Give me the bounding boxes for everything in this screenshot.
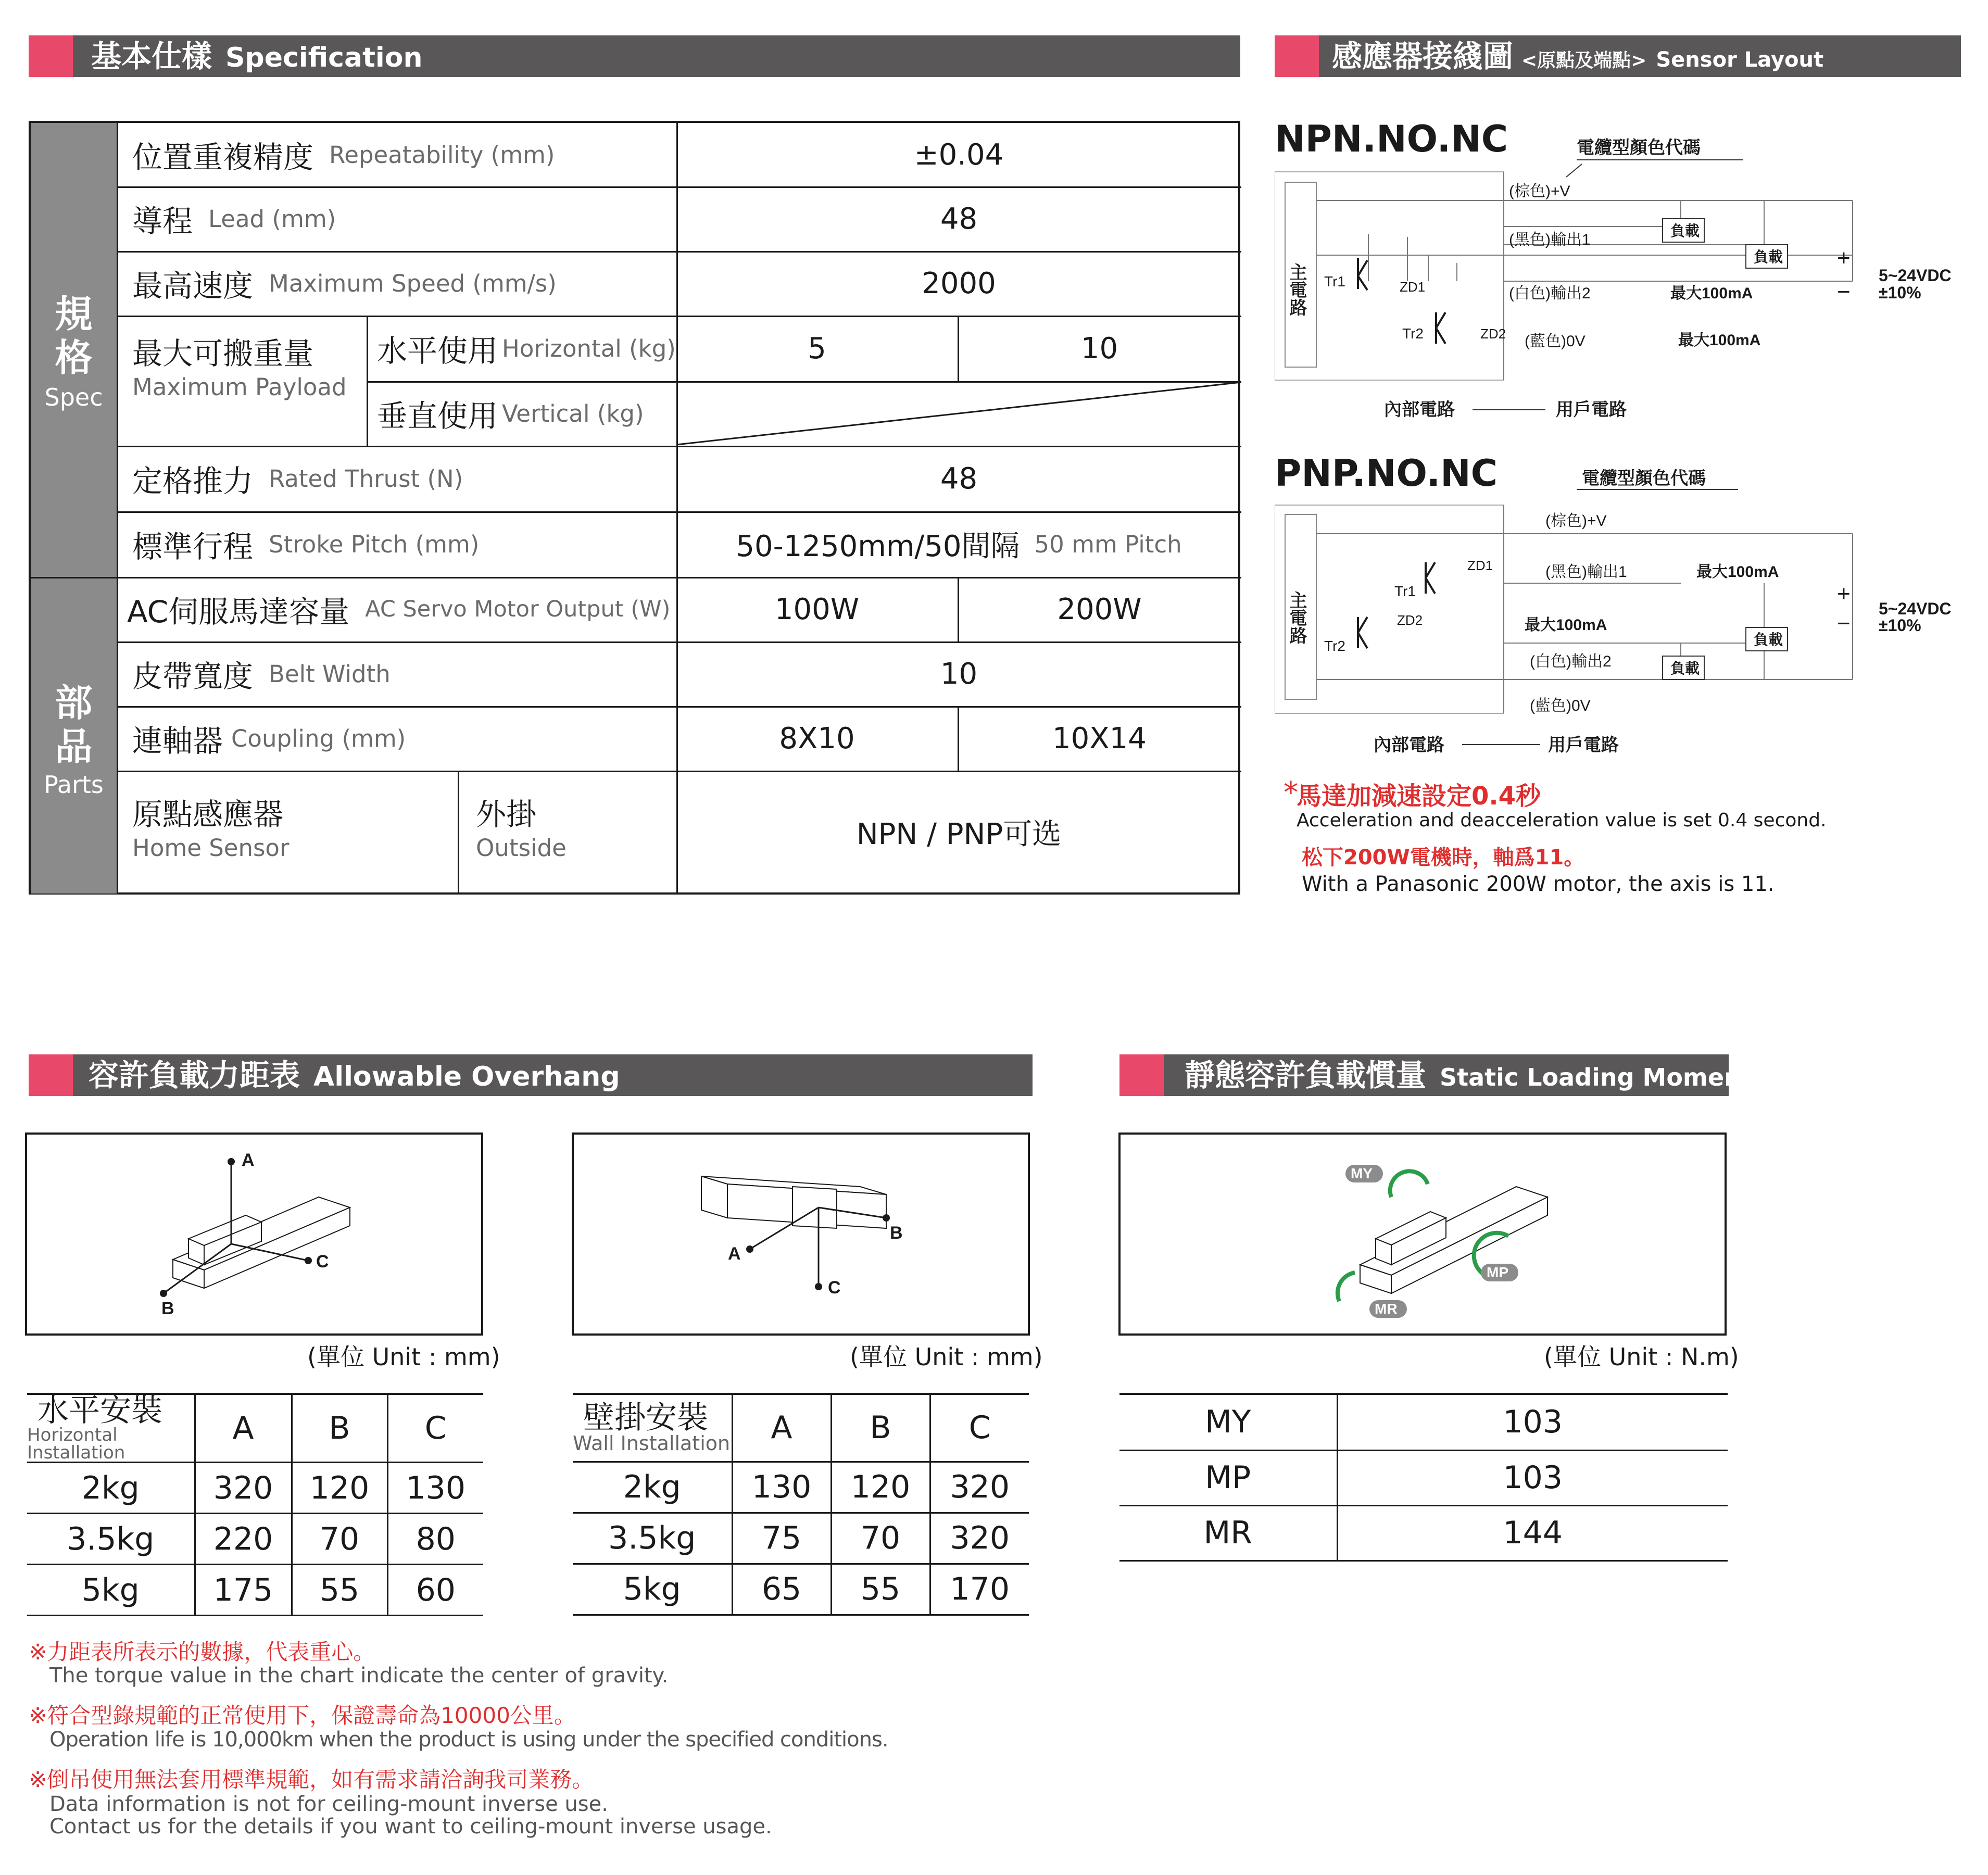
npn-user: 用戶電路: [1556, 400, 1627, 420]
table-row: 2kg 130 120 320: [573, 1462, 1029, 1513]
npn-brown: (棕色)+V: [1509, 183, 1570, 200]
pnp-tol: ±10%: [1879, 616, 1921, 635]
npn-black: (黑色)輸出1: [1509, 231, 1591, 248]
npn-diagram: [1275, 133, 1967, 430]
rated-thrust-label: 定格推力 Rated Thrust (N): [132, 463, 463, 499]
moment-table: [1119, 1393, 1728, 1562]
npn-max-2: 最大100mA: [1678, 332, 1761, 349]
header-accent: [29, 35, 73, 77]
col-b: B: [292, 1394, 387, 1463]
stroke-value: 50-1250mm/50間隔 50 mm Pitch: [736, 530, 1182, 563]
unit-moment: (單位 Unit : N.m): [1544, 1343, 1739, 1371]
rated-thrust-value: 48: [940, 461, 978, 496]
pnp-user: 用戶電路: [1548, 735, 1619, 755]
pnp-load-1: 負載: [1754, 632, 1783, 648]
side-parts: 部 品 Parts: [31, 577, 117, 894]
horizontal-title: 水平安裝 Horizontal Installation: [27, 1394, 195, 1463]
npn-tr1: Tr1: [1324, 273, 1345, 290]
col-a: A: [195, 1394, 292, 1463]
home-sensor-value: NPN / PNP可选: [856, 817, 1062, 851]
side-spec: 規 格 Spec: [31, 123, 117, 577]
label-c: C: [316, 1252, 329, 1272]
horizontal-diagram: [25, 1132, 483, 1336]
coupling-label: 連軸器 Coupling (mm): [132, 723, 406, 759]
label-b: B: [890, 1223, 903, 1243]
npn-tol: ±10%: [1879, 283, 1921, 302]
pnp-cable-label: 電纜型顏色代碼: [1582, 469, 1706, 488]
motor-value-2: 200W: [1057, 592, 1142, 626]
wall-table: [573, 1393, 1029, 1616]
vertical-label: 垂直使用 Vertical (kg): [377, 398, 644, 434]
unit-wall: (單位 Unit : mm): [850, 1343, 1043, 1371]
pnp-max-1: 最大100mA: [1696, 563, 1779, 581]
npn-main-label: 主電路: [1287, 263, 1306, 316]
pnp-tr2: Tr2: [1324, 638, 1345, 654]
note-ceiling-en-1: Data information is not for ceiling-mount inverse use.: [49, 1792, 608, 1816]
note-gravity-zh: ※力距表所表示的數據，代表重心。: [29, 1639, 375, 1665]
horizontal-value-1: 5: [808, 331, 826, 366]
sensor-header: [1275, 35, 1961, 77]
pnp-blue: (藍色)0V: [1530, 697, 1591, 714]
col-a: A: [732, 1394, 831, 1462]
overhang-header: [29, 1054, 1033, 1096]
npn-inner: 內部電路: [1384, 400, 1455, 420]
spec-table: [29, 121, 1240, 895]
sensor-header-title: 感應器接綫圖 <原點及端點> Sensor Layout: [1332, 39, 1824, 74]
header-accent: [1275, 35, 1319, 77]
pnp-minus: −: [1837, 611, 1851, 636]
horizontal-table: [27, 1393, 483, 1616]
label-mp: MP: [1487, 1264, 1508, 1280]
table-row: 5kg 65 55 170: [573, 1564, 1029, 1615]
horizontal-value-2: 10: [1080, 331, 1118, 366]
pnp-plus: +: [1837, 581, 1851, 607]
npn-load-2: 負載: [1754, 249, 1783, 265]
npn-blue: (藍色)0V: [1525, 333, 1586, 350]
note-life-en: Operation life is 10,000km when the product is using under the specified conditions.: [49, 1728, 888, 1752]
pnp-inner: 內部電路: [1374, 735, 1444, 755]
lead-label: 導程 Lead (mm): [132, 204, 336, 239]
label-my: MY: [1351, 1165, 1373, 1181]
pnp-volt: 5~24VDC: [1879, 599, 1952, 618]
note-star: *: [1284, 776, 1298, 810]
table-row: 2kg 320 120 130: [27, 1463, 483, 1514]
col-c: C: [930, 1394, 1029, 1462]
table-row: MY 103: [1119, 1394, 1728, 1450]
pnp-zd2: ZD2: [1397, 612, 1423, 628]
pnp-title: PNP.NO.NC: [1275, 452, 1498, 495]
belt-value: 10: [940, 657, 978, 691]
npn-cable-label: 電纜型顏色代碼: [1577, 138, 1701, 158]
pnp-tr1: Tr1: [1394, 583, 1416, 599]
npn-zd2: ZD2: [1480, 326, 1506, 342]
static-header: [1119, 1054, 1753, 1096]
note-ceiling-en-2: Contact us for the details if you want to ceiling-mount inverse usage.: [49, 1815, 772, 1839]
label-a: A: [728, 1244, 741, 1264]
wall-diagram: [572, 1132, 1030, 1336]
coupling-value-2: 10X14: [1052, 721, 1147, 756]
pnp-diagram: [1275, 469, 1967, 760]
npn-volt: 5~24VDC: [1879, 266, 1952, 285]
note-panasonic-zh: 松下200W電機時，軸爲11。: [1302, 846, 1585, 870]
repeatability-label: 位置重複精度 Repeatability (mm): [132, 140, 555, 175]
motor-label: AC伺服馬達容量 AC Servo Motor Output (W): [127, 594, 671, 630]
npn-max-1: 最大100mA: [1670, 285, 1753, 302]
col-c: C: [387, 1394, 483, 1463]
label-c: C: [828, 1278, 841, 1298]
npn-minus: −: [1837, 279, 1851, 305]
npn-title: NPN.NO.NC: [1275, 118, 1508, 160]
pnp-zd1: ZD1: [1467, 558, 1493, 573]
home-sensor-sub: 外掛 Outside: [476, 797, 567, 862]
max-speed-label: 最高速度 Maximum Speed (mm/s): [132, 268, 557, 304]
wall-title: 壁掛安裝 Wall Installation: [573, 1394, 732, 1462]
pnp-black: (黑色)輸出1: [1545, 563, 1627, 581]
pnp-load-2: 負載: [1670, 660, 1700, 676]
table-row: MP 103: [1119, 1450, 1728, 1505]
npn-zd1: ZD1: [1400, 279, 1426, 295]
belt-label: 皮帶寬度 Belt Width: [132, 659, 391, 694]
overhang-header-title: 容許負載力距表 Allowable Overhang: [89, 1058, 620, 1093]
header-accent: [1119, 1054, 1164, 1096]
unit-horizontal: (單位 Unit : mm): [307, 1343, 500, 1371]
npn-plus: +: [1837, 245, 1851, 271]
na-diagonal: [676, 381, 1241, 446]
pnp-brown: (棕色)+V: [1545, 512, 1607, 530]
coupling-value-1: 8X10: [779, 721, 855, 756]
table-row: MR 144: [1119, 1505, 1728, 1561]
note-life-zh: ※符合型錄規範的正常使用下，保證壽命為10000公里。: [29, 1703, 576, 1728]
label-a: A: [242, 1150, 255, 1170]
payload-label: 最大可搬重量 Maximum Payload: [132, 336, 347, 401]
note-gravity-en: The torque value in the chart indicate the center of gravity.: [49, 1664, 669, 1688]
npn-tr2: Tr2: [1402, 325, 1424, 342]
stroke-label: 標準行程 Stroke Pitch (mm): [132, 529, 480, 564]
spec-header: [29, 35, 1240, 77]
max-speed-value: 2000: [922, 266, 996, 300]
pnp-max-2: 最大100mA: [1525, 616, 1607, 634]
table-row: 5kg 175 55 60: [27, 1565, 483, 1616]
lead-value: 48: [940, 202, 978, 236]
repeatability-value: ±0.04: [914, 137, 1004, 172]
home-sensor-label: 原點感應器 Home Sensor: [132, 797, 290, 862]
pnp-main-label: 主電路: [1287, 591, 1306, 644]
note-ceiling-zh: ※倒吊使用無法套用標準規範，如有需求請洽詢我司業務。: [29, 1767, 594, 1792]
spec-header-title: 基本仕樣 Specification: [91, 39, 423, 74]
pnp-white: (白色)輸出2: [1530, 653, 1612, 670]
note-panasonic-en: With a Panasonic 200W motor, the axis is 11.: [1302, 872, 1775, 896]
table-row: 3.5kg 75 70 320: [573, 1513, 1029, 1564]
header-accent: [29, 1054, 73, 1096]
col-b: B: [831, 1394, 930, 1462]
npn-white: (白色)輸出2: [1509, 285, 1591, 302]
label-mr: MR: [1375, 1301, 1398, 1317]
note-accel-zh: 馬達加減速設定0.4秒: [1297, 782, 1541, 811]
moment-diagram: [1118, 1132, 1727, 1336]
npn-load-1: 負載: [1670, 223, 1700, 239]
label-b: B: [161, 1299, 174, 1318]
horizontal-label: 水平使用 Horizontal (kg): [377, 333, 676, 369]
static-header-title: 靜態容許負載慣量 Static Loading Moment: [1185, 1058, 1753, 1093]
table-row: 3.5kg 220 70 80: [27, 1514, 483, 1565]
motor-value-1: 100W: [774, 592, 860, 626]
note-accel-en: Acceleration and deacceleration value is set 0.4 second.: [1297, 810, 1827, 831]
